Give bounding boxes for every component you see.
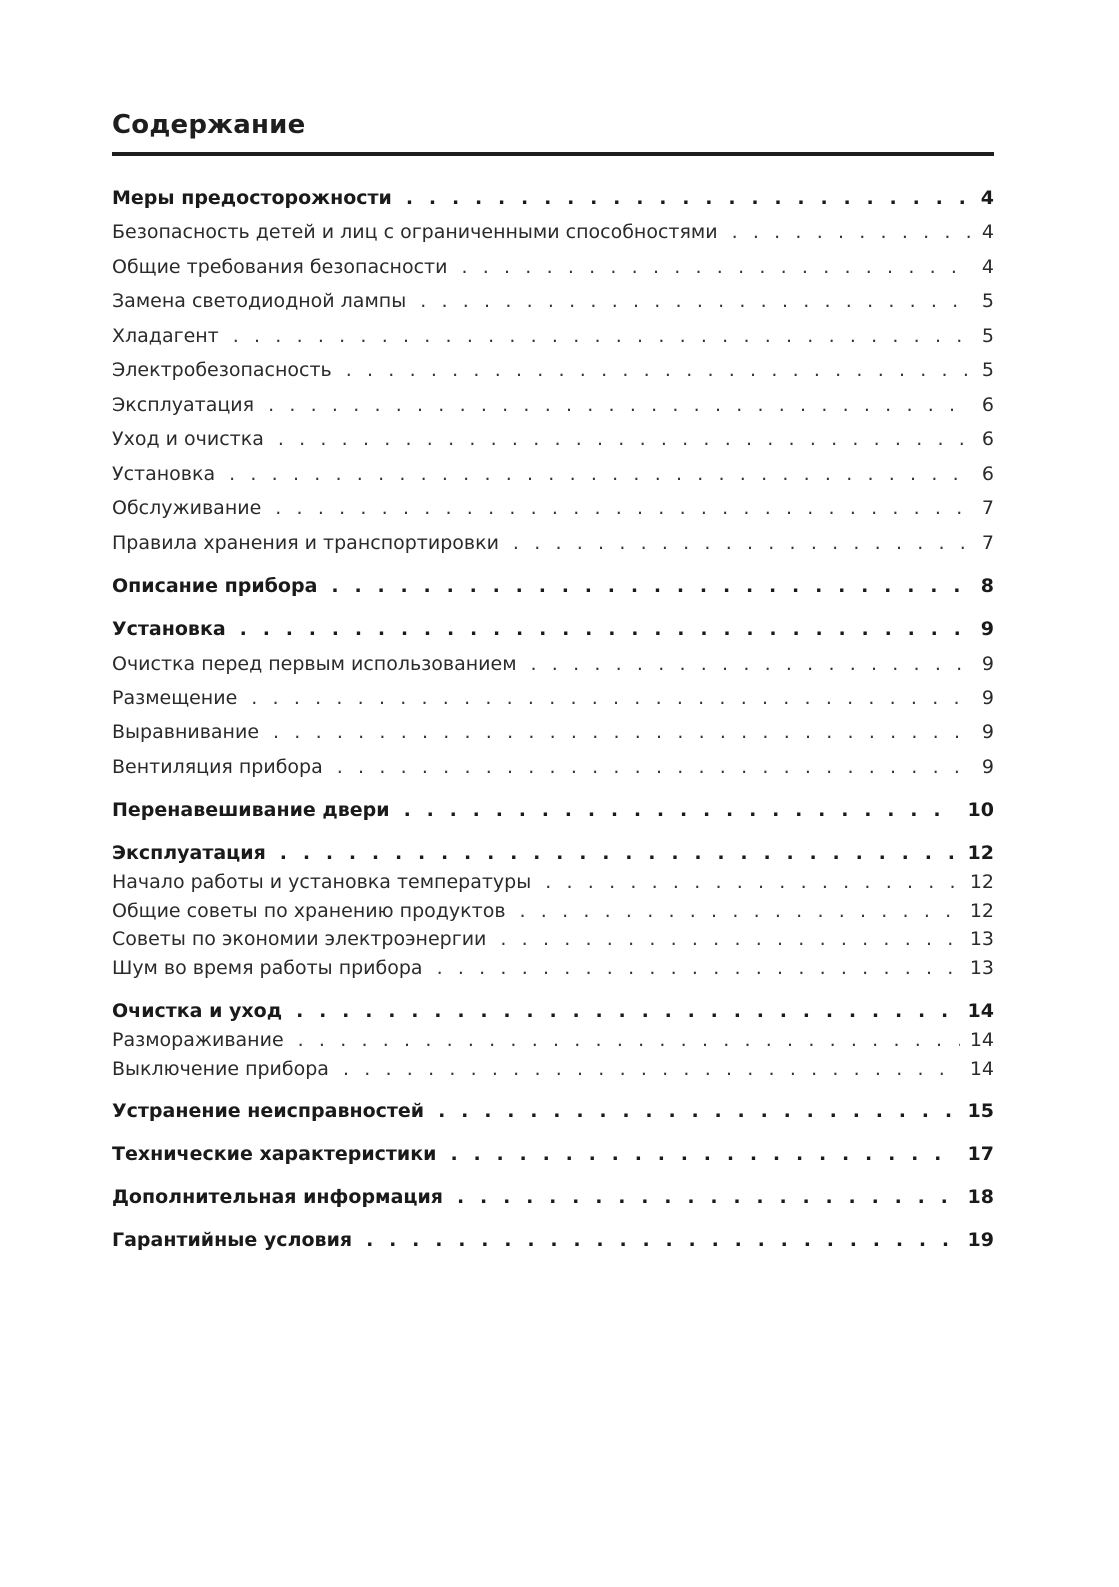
toc-entry-label: Меры предосторожности [112, 187, 392, 209]
toc-page-number: 4 [981, 256, 994, 278]
toc-entry-label: Замена светодиодной лампы [112, 290, 407, 312]
toc-entry-label: Очистка и уход [112, 1000, 283, 1022]
toc-section-entry[interactable] [112, 614, 994, 644]
toc-section-entry[interactable] [112, 1182, 994, 1212]
toc-page-number: 12 [967, 842, 994, 864]
toc-dot-leader [513, 528, 970, 558]
toc-page-number: 18 [967, 1186, 994, 1208]
toc-section-entry[interactable] [112, 1225, 994, 1255]
toc-dot-leader [545, 867, 960, 897]
toc-section-entry[interactable] [112, 571, 994, 601]
toc-subsection-entry[interactable] [112, 1025, 994, 1055]
toc-dot-leader [732, 217, 970, 247]
toc-subsection-entry[interactable] [112, 752, 994, 782]
toc-entry-label: Эксплуатация [112, 394, 255, 416]
toc-dot-leader [343, 1054, 960, 1084]
toc-page-number: 5 [981, 325, 994, 347]
toc-dot-leader [278, 424, 970, 454]
toc-subsection-entry[interactable] [112, 683, 994, 713]
toc-page-number: 14 [969, 1058, 994, 1080]
toc-page-number: 7 [981, 497, 994, 519]
toc-dot-leader [366, 1225, 957, 1255]
toc-section-entry[interactable] [112, 183, 994, 213]
toc-section-entry[interactable] [112, 795, 994, 825]
toc-page-number: 10 [967, 799, 994, 821]
toc-entry-label: Дополнительная информация [112, 1186, 443, 1208]
toc-page-number: 9 [981, 721, 994, 743]
toc-dot-leader [457, 1182, 958, 1212]
toc-entry-label: Выключение прибора [112, 1058, 329, 1080]
toc-subsection-entry[interactable] [112, 649, 994, 679]
toc-page-number: 9 [981, 756, 994, 778]
toc-subsection-entry[interactable] [112, 424, 994, 454]
toc-dot-leader [461, 252, 970, 282]
toc-dot-leader [500, 924, 959, 954]
toc-page-number: 17 [967, 1143, 994, 1165]
toc-section-entry[interactable] [112, 996, 994, 1026]
toc-entry-label: Уход и очистка [112, 428, 264, 450]
toc-dot-leader [229, 459, 970, 489]
toc-subsection-entry[interactable] [112, 924, 994, 954]
toc-entry-label: Установка [112, 463, 216, 485]
toc-entry-label: Советы по экономии электроэнергии [112, 928, 487, 950]
toc-entry-label: Описание прибора [112, 575, 318, 597]
toc-subsection-entry[interactable] [112, 528, 994, 558]
toc-dot-leader [404, 795, 958, 825]
toc-page-number: 12 [969, 871, 994, 893]
toc-dot-leader [346, 355, 970, 385]
toc-page-number: 5 [981, 290, 994, 312]
toc-page-number: 6 [981, 394, 994, 416]
toc-dot-leader [437, 953, 960, 983]
toc-entry-label: Хладагент [112, 325, 219, 347]
toc-entry-label: Технические характеристики [112, 1143, 437, 1165]
page-title: Содержание [112, 110, 306, 140]
toc-page-number: 9 [981, 653, 994, 675]
toc-entry-label: Общие советы по хранению продуктов [112, 900, 506, 922]
toc-dot-leader [420, 286, 970, 316]
toc-page-number: 5 [981, 359, 994, 381]
toc-subsection-entry[interactable] [112, 390, 994, 420]
toc-dot-leader [450, 1139, 957, 1169]
toc-entry-label: Размещение [112, 687, 238, 709]
toc-dot-leader [520, 896, 960, 926]
toc-dot-leader [438, 1096, 957, 1126]
toc-entry-label: Общие требования безопасности [112, 256, 448, 278]
toc-entry-label: Правила хранения и транспортировки [112, 532, 499, 554]
toc-page-number: 7 [981, 532, 994, 554]
toc-subsection-entry[interactable] [112, 217, 994, 247]
toc-page-number: 9 [981, 687, 994, 709]
toc-dot-leader [240, 614, 970, 644]
toc-page-number: 6 [981, 463, 994, 485]
toc-entry-label: Шум во время работы прибора [112, 957, 423, 979]
toc-entry-label: Очистка перед первым использованием [112, 653, 517, 675]
toc-section-entry[interactable] [112, 1096, 994, 1126]
toc-page-number: 4 [980, 187, 994, 209]
toc-dot-leader [331, 571, 970, 601]
toc-dot-leader [233, 321, 970, 351]
toc-page-number: 8 [980, 575, 994, 597]
toc-entry-label: Размораживание [112, 1029, 284, 1051]
toc-entry-label: Безопасность детей и лиц с ограниченными способностями [112, 221, 718, 243]
toc-subsection-entry[interactable] [112, 286, 994, 316]
toc-entry-label: Выравнивание [112, 721, 260, 743]
toc-subsection-entry[interactable] [112, 953, 994, 983]
toc-section-entry[interactable] [112, 838, 994, 868]
title-divider [112, 152, 994, 156]
toc-page-number: 9 [980, 618, 994, 640]
toc-subsection-entry[interactable] [112, 493, 994, 523]
toc-dot-leader [273, 717, 970, 747]
toc-entry-label: Установка [112, 618, 226, 640]
toc-page-number: 14 [969, 1029, 994, 1051]
toc-subsection-entry[interactable] [112, 867, 994, 897]
toc-subsection-entry[interactable] [112, 896, 994, 926]
toc-subsection-entry[interactable] [112, 459, 994, 489]
toc-page-number: 14 [967, 1000, 994, 1022]
toc-page-number: 15 [967, 1100, 994, 1122]
toc-page-number: 19 [967, 1229, 994, 1251]
toc-section-entry[interactable] [112, 1139, 994, 1169]
toc-dot-leader [337, 752, 970, 782]
toc-entry-label: Перенавешивание двери [112, 799, 390, 821]
toc-dot-leader [268, 390, 970, 420]
toc-dot-leader [531, 649, 970, 679]
toc-entry-label: Вентиляция прибора [112, 756, 323, 778]
toc-entry-label: Электробезопасность [112, 359, 332, 381]
toc-entry-label: Устранение неисправностей [112, 1100, 425, 1122]
toc-entry-label: Гарантийные условия [112, 1229, 353, 1251]
toc-dot-leader [406, 183, 970, 213]
toc-subsection-entry[interactable] [112, 321, 994, 351]
toc-dot-leader [251, 683, 970, 713]
toc-entry-label: Обслуживание [112, 497, 262, 519]
toc-dot-leader [280, 838, 958, 868]
toc-dot-leader [275, 493, 970, 523]
toc-dot-leader [296, 996, 957, 1026]
toc-subsection-entry[interactable] [112, 717, 994, 747]
toc-page-number: 13 [969, 928, 994, 950]
toc-subsection-entry[interactable] [112, 1054, 994, 1084]
toc-page-number: 13 [969, 957, 994, 979]
toc-subsection-entry[interactable] [112, 355, 994, 385]
toc-subsection-entry[interactable] [112, 252, 994, 282]
toc-dot-leader [298, 1025, 960, 1055]
toc-entry-label: Эксплуатация [112, 842, 266, 864]
toc-entry-label: Начало работы и установка температуры [112, 871, 532, 893]
toc-page-number: 4 [981, 221, 994, 243]
toc-page-number: 12 [969, 900, 994, 922]
toc-page-number: 6 [981, 428, 994, 450]
